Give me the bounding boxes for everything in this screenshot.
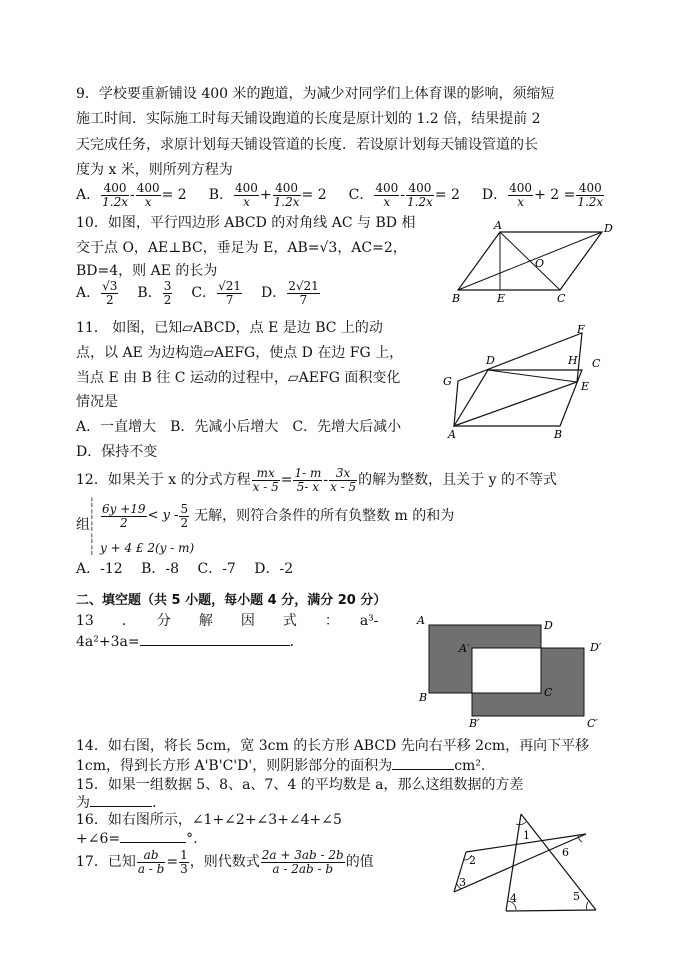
- q11-line1: 11． 如图，已知▱ABCD，点 E 是边 BC 上的动: [76, 320, 383, 336]
- q11-line4: 情况是: [76, 394, 118, 410]
- q16-line2: +∠6= °.: [76, 831, 198, 847]
- q14-rectangles-figure: [414, 614, 614, 732]
- fraction: $\frac{1- m}{5- x}$: [294, 465, 322, 494]
- fraction: $\frac{400}{x}$: [509, 180, 533, 209]
- fraction: $\frac{1}{3}$: [180, 847, 188, 876]
- fraction: $\frac{400}{x}$: [136, 180, 160, 209]
- label-b: B: [452, 292, 461, 305]
- label-d: D: [604, 222, 613, 235]
- q9-line1: 9．学校要重新铺设 400 米的跑道，为减少对同学们上体育课的影响，须缩短: [76, 86, 555, 102]
- label-d-prime: D′: [590, 641, 602, 654]
- label-d: D: [486, 354, 495, 367]
- fraction: $\frac{400}{1.2x}$: [577, 180, 604, 209]
- q12-line1: 12．如果关于 x 的分式方程 $\frac{mx}{x - 5}$ = $\frac{1- m}{5- x}$ - $\frac{3x}{x - 5}$ 的解为整数，且关于 y 的不等式: [76, 465, 557, 494]
- label-o: O: [535, 257, 545, 270]
- answer-blank[interactable]: [392, 757, 454, 770]
- q9-options: A． $\frac{400}{1.2x}$ - $\frac{400}{x}$ = 2 B． $\frac{400}{x}$ + $\frac{400}{1.2x}$ = 2 C． $\frac{400}{x}$ - $\frac{400}{1.2x}$ = 2 D． $\frac{400}{x}$ + 2 = $\frac{400}{1.2x}$: [76, 180, 604, 209]
- fraction: $\frac{√3}{2}$: [102, 278, 118, 307]
- q16-angles-figure: [446, 806, 606, 916]
- label-c: C: [544, 686, 553, 699]
- fraction: $\frac{ab}{a - b}$: [137, 847, 165, 876]
- q11-parallelogram-figure: [440, 322, 620, 442]
- fraction: $\frac{2√21}{7}$: [288, 278, 319, 307]
- label-b: B: [419, 691, 428, 704]
- q16-line1: 16．如右图所示，∠1+∠2+∠3+∠4+∠5: [76, 812, 342, 828]
- label-g: G: [443, 375, 452, 388]
- q11-line3: 当点 E 由 B 往 C 运动的过程中，▱AEFG 面积变化: [76, 370, 401, 386]
- q10-line1: 10．如图，平行四边形 ABCD 的对角线 AC 与 BD 相: [76, 215, 416, 231]
- angle-label-2: 2: [469, 854, 476, 867]
- fraction: $\frac{6y +19}{2}$: [102, 501, 146, 530]
- angle-label-1: 1: [523, 829, 530, 842]
- label-a-prime: A′: [459, 642, 470, 655]
- label-a: A: [417, 614, 425, 627]
- label-d: D: [544, 619, 553, 632]
- q17-line1: 17．已知 $\frac{ab}{a - b}$ = $\frac{1}{3}$ ，则代数式 $\frac{2a + 3ab - 2b}{a - 2ab - b}$ 的值: [76, 847, 374, 876]
- q9-opt-b-label: B．: [208, 187, 234, 203]
- q15-line1: 15．如果一组数据 5、8、a、7、4 的平均数是 a，那么这组数据的方差: [76, 777, 524, 793]
- overlap-region: [472, 648, 541, 693]
- fraction: $\frac{400}{1.2x}$: [273, 180, 300, 209]
- brace: ¦ ¦ ¦ ¦ ¦: [90, 495, 94, 556]
- q11-option-d: D．保持不变: [76, 444, 158, 460]
- segment-de: [488, 370, 577, 382]
- label-a: A: [448, 428, 456, 441]
- q14-line1: 14．如右图，将长 5cm，宽 3cm 的长方形 ABCD 先向右平移 2cm，再向下平移: [76, 738, 590, 754]
- q13-line1: 13 ． 分 解 因 式 ： a³-: [76, 613, 379, 629]
- q12-inequality-1: $\frac{6y +19}{2}$ < y - $\frac{5}{2}$ 无解，则符合条件的所有负整数 m 的和为: [102, 501, 455, 530]
- label-b: B: [554, 428, 563, 441]
- label-h: H: [568, 354, 578, 367]
- label-c: C: [592, 357, 601, 370]
- label-e: E: [497, 292, 506, 305]
- q12-options: A．-12 B．-8 C．-7 D．-2: [76, 561, 294, 577]
- q9-line2: 施工时间．实际施工时每天铺设跑道的长度是原计划的 1.2 倍，结果提前 2: [76, 111, 541, 127]
- q10-line3: BD=4，则 AE 的长为: [76, 263, 218, 279]
- fraction: $\frac{3}{2}$: [163, 278, 172, 307]
- angle-label-3: 3: [459, 876, 466, 889]
- fraction: $\frac{400}{1.2x}$: [102, 180, 128, 209]
- fraction: $\frac{√21}{7}$: [218, 278, 241, 307]
- label-c: C: [557, 292, 566, 305]
- parallelogram-aefg: [454, 333, 582, 426]
- q9-opt-d-label: D．: [481, 187, 508, 203]
- section-title: 二、填空题（共 5 小题，每小题 4 分，满分 20 分）: [76, 593, 387, 608]
- q9-opt-a-label: A．: [76, 187, 101, 203]
- fraction: $\frac{400}{x}$: [235, 180, 258, 209]
- fraction: $\frac{3x}{x - 5}$: [330, 465, 357, 494]
- line-segment: [506, 910, 596, 911]
- q9-opt-c-label: C．: [348, 187, 374, 203]
- parallelogram-abcd: [454, 370, 582, 426]
- line-segment: [521, 814, 596, 910]
- label-a: A: [494, 219, 502, 232]
- label-f: F: [577, 323, 585, 336]
- q11-line2: 点，以 AE 为边构造▱AEFG，使点 D 在边 FG 上，: [76, 345, 404, 361]
- label-e: E: [581, 380, 590, 393]
- fraction: $\frac{2a + 3ab - 2b}{a - 2ab - b}$: [261, 847, 344, 876]
- q13-line2: 4a²+3a= .: [76, 634, 295, 650]
- q12-zu: 组: [76, 517, 90, 533]
- answer-blank[interactable]: [140, 633, 290, 646]
- q11-options-row1: A．一直增大 B．先减小后增大 C．先增大后减小: [76, 419, 402, 435]
- fraction: $\frac{mx}{x - 5}$: [252, 465, 279, 494]
- q12-inequality-2: y + 4 £ 2(y - m): [100, 541, 195, 555]
- angle-label-6: 6: [562, 846, 569, 859]
- q9-line3: 天完成任务，求原计划每天铺设管道的长度．若设原计划每天铺设管道的长: [76, 137, 538, 153]
- label-c-prime: C′: [587, 717, 598, 730]
- fraction: $\frac{400}{1.2x}$: [406, 180, 433, 209]
- answer-blank[interactable]: [90, 794, 152, 807]
- angle-label-4: 4: [510, 892, 517, 905]
- q14-line2: 1cm，得到长方形 A'B'C'D'，则阴影部分的面积为 cm².: [76, 758, 486, 774]
- q10-line2: 交于点 O，AE⊥BC，垂足为 E，AB=√3，AC=2，: [76, 240, 407, 256]
- fraction: $\frac{5}{2}$: [180, 501, 189, 530]
- answer-blank[interactable]: [120, 830, 186, 843]
- q10-parallelogram-figure: [440, 220, 620, 310]
- q9-line4: 度为 x 米，则所列方程为: [76, 162, 233, 178]
- fraction: $\frac{400}{x}$: [375, 180, 399, 209]
- q15-line2: 为 .: [76, 795, 157, 811]
- label-b-prime: B′: [469, 717, 480, 730]
- angle-label-5: 5: [573, 890, 580, 903]
- q10-options: A． $\frac{√3}{2}$ B． $\frac{3}{2}$ C． $\frac{√21}{7}$ D． $\frac{2√21}{7}$: [76, 278, 319, 307]
